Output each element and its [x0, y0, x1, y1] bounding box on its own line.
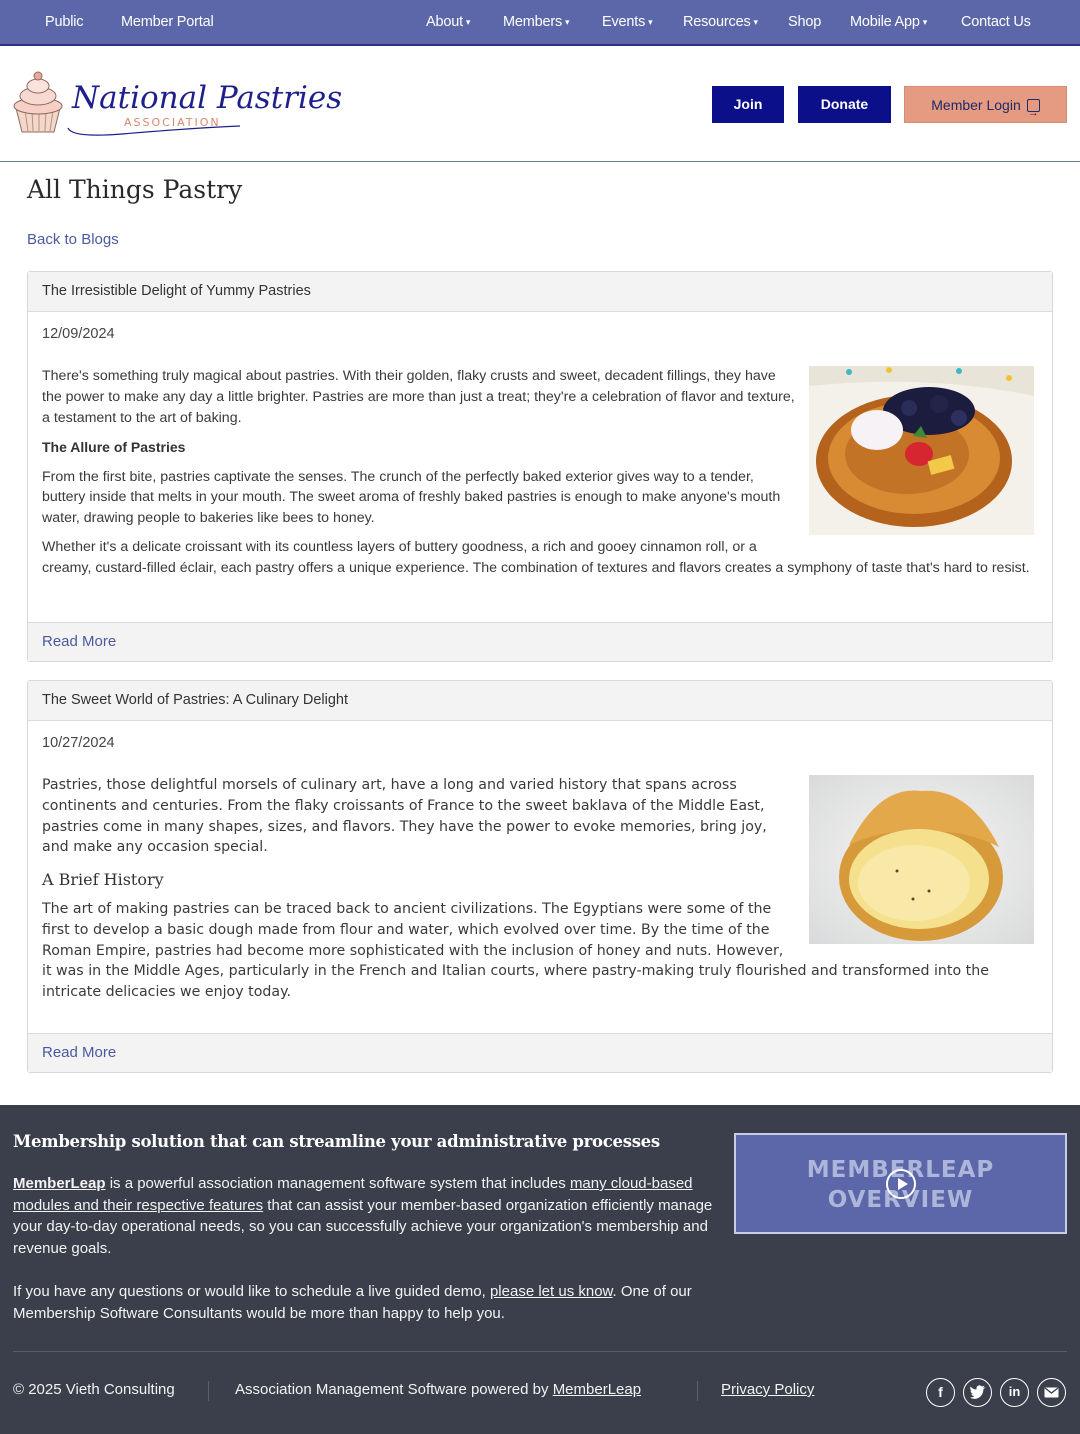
logo-wordmark: National Pastries [72, 80, 343, 116]
memberleap-link[interactable]: MemberLeap [13, 1175, 106, 1192]
post-title[interactable]: The Sweet World of Pastries: A Culinary Delight [28, 681, 1052, 721]
contact-us-link[interactable]: please let us know [489, 1283, 613, 1300]
memberleap-overview-video[interactable]: MEMBERLEAP OVERVIEW [734, 1133, 1067, 1234]
site-footer [0, 1105, 1080, 1434]
footer-divider [13, 1351, 1067, 1352]
member-login-button[interactable]: Member Login→ [904, 86, 1067, 123]
modules-link[interactable]: many cloud-based modules and their respective features [13, 1175, 693, 1214]
cream-puff-image [809, 775, 1034, 944]
post-footer [28, 1033, 1052, 1072]
facebook-icon[interactable]: f [926, 1378, 955, 1407]
play-icon[interactable] [886, 1169, 916, 1199]
footer-title: Membership solution that can streamline your administrative processes [13, 1132, 660, 1151]
chevron-down-icon: ▾ [648, 17, 653, 27]
blog-post-card [27, 271, 1053, 662]
memberleap-footer-link[interactable]: MemberLeap [552, 1381, 642, 1398]
cupcake-icon [14, 72, 62, 132]
chevron-down-icon: ▾ [922, 17, 928, 27]
login-icon [1027, 99, 1040, 112]
post-excerpt: Pastries, those delightful morsels of culinary art, have a long and varied history that spans across continents and centuries. From the flaky croissants of France to the sweet baklava of the Middle East, pastries come in many shapes, sizes, and flavors. They have the power to evoke memories, bring joy, and make any occasion special. A Brief History The art of making pastries can be traced back to ancient civilizations. The Egyptians were some of the first to develop a basic dough made from flour and water, which evolved over time. By the time of the Roman Empire, pastries had become more sophisticated with the inclusion of honey and nuts. However, it was in the Middle Ages, particularly in the French and Italian courts, where pastry-making truly flourished and transformed into the intricate delicacies we enjoy today. [42, 775, 1032, 1011]
twitter-icon[interactable] [963, 1378, 992, 1407]
linkedin-icon[interactable]: in [1000, 1378, 1029, 1407]
danish-pastry-image [809, 366, 1034, 535]
post-date: 10/27/2024 [42, 735, 115, 751]
post-subheading: The Allure of Pastries [42, 438, 186, 455]
nav-events[interactable]: Events ▾ [602, 14, 653, 30]
post-date: 12/09/2024 [42, 326, 115, 342]
read-more-link[interactable]: Read More [42, 1044, 117, 1061]
back-to-blogs-link[interactable]: Back to Blogs [27, 231, 119, 248]
nav-shop[interactable]: Shop [788, 14, 822, 30]
nav-mobile-app[interactable]: Mobile App ▾ [850, 14, 928, 30]
footer-description: MemberLeap is a powerful association management software system that includes many cloud-based modules and their respective features that can assist your member-based organization efficiently manage your day-to-day operational needs, so you can successfully achieve your organization's membership and revenue goals. [13, 1175, 713, 1257]
nav-public[interactable]: Public [45, 14, 84, 30]
nav-members[interactable]: Members ▾ [503, 14, 570, 30]
post-subheading: A Brief History [42, 870, 164, 890]
read-more-link[interactable]: Read More [42, 633, 117, 650]
site-header [0, 46, 1080, 162]
join-button[interactable]: Join [712, 86, 784, 123]
site-logo[interactable] [12, 68, 343, 140]
logo-subtitle: ASSOCIATION [124, 116, 221, 129]
chevron-down-icon: ▾ [465, 17, 471, 27]
nav-about[interactable]: About ▾ [426, 14, 471, 30]
page-title: All Things Pastry [27, 175, 243, 204]
email-icon[interactable] [1037, 1378, 1066, 1407]
blog-post-card [27, 680, 1053, 1073]
chevron-down-icon: ▾ [753, 17, 758, 27]
nav-resources[interactable]: Resources ▾ [683, 14, 758, 30]
copyright: © 2025 Vieth Consulting [13, 1381, 175, 1398]
nav-contact-us[interactable]: Contact Us [961, 14, 1031, 30]
post-title[interactable]: The Irresistible Delight of Yummy Pastries [28, 272, 1052, 312]
top-navigation [0, 0, 1080, 46]
nav-member-portal[interactable]: Member Portal [121, 14, 214, 30]
powered-by: Association Management Software powered by MemberLeap [235, 1381, 642, 1398]
post-excerpt: There's something truly magical about pastries. With their golden, flaky crusts and sweet, decadent fillings, they have the power to make any day a little brighter. Pastries are more than just a treat; they're a celebration of flavor and texture, a testament to the art of baking. The Allure of Pastries From the first bite, pastries captivate the senses. The crunch of the perfectly baked exterior gives way to a tender, buttery inside that melts in your mouth. The sweet aroma of freshly baked pastries is enough to make anyone's mouth water, drawing people to bakeries like bees to honey. Whether it's a delicate croissant with its countless layers of buttery goodness, a rich and gooey cinnamon roll, or a creamy, custard-filled éclair, each pastry offers a unique experience. The combination of textures and flavors creates a symphony of taste that's hard to resist. [42, 366, 1032, 587]
footer-contact-text: If you have any questions or would like to schedule a live guided demo, please let us know. One of our Membership Software Consultants would be more than happy to help you. [13, 1283, 692, 1322]
chevron-down-icon: ▾ [565, 17, 570, 27]
donate-button[interactable]: Donate [798, 86, 891, 123]
post-footer [28, 622, 1052, 661]
privacy-policy-link[interactable]: Privacy Policy [721, 1381, 815, 1398]
